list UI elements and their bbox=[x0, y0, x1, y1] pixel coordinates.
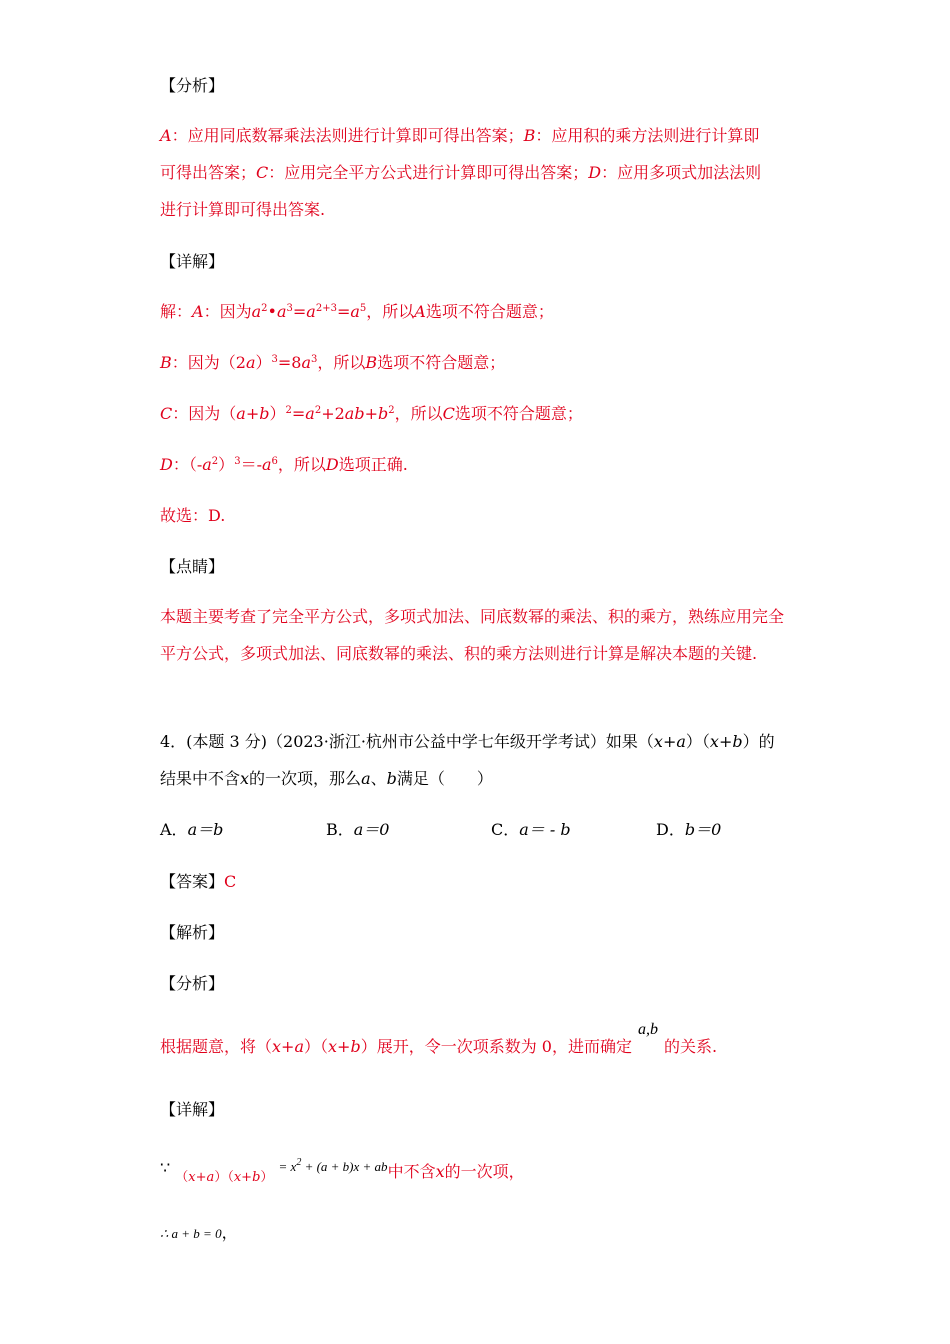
q4-answer: 【答案】C bbox=[160, 872, 237, 891]
q4-option-a[interactable]: A．a＝b bbox=[160, 820, 224, 839]
q4-analysis-heading: 【分析】 bbox=[160, 974, 225, 993]
q4-stem: 4．(本题 3 分)（2023·浙江·杭州市公益中学七年级开学考试）如果（x+a）（x+b）的 结果中不含x的一次项，那么a、b满足（ ） bbox=[160, 732, 775, 788]
q4-analysis: 根据题意，将（x+a）（x+b）展开，令一次项系数为 0，进而确定a,b的关系. bbox=[160, 1021, 718, 1056]
q4-detail-conclusion: ∴ a + b = 0 bbox=[160, 1226, 222, 1241]
q4-detail-line2: ∴ a + b = 0， bbox=[160, 1223, 238, 1242]
q3-choice: 故选：D. bbox=[160, 506, 226, 525]
q4-analysis-ab-formula: a,b bbox=[637, 1021, 658, 1038]
q4-solution-heading: 【解析】 bbox=[160, 923, 225, 942]
q3-comment: 本题主要考查了完全平方公式，多项式加法、同底数幂的乘法、积的乘方，熟练应用完全平方公式，多项式加法、同底数幂的乘法、积的乘方法则进行计算是解决本题的关键. bbox=[160, 607, 785, 663]
q4-option-d[interactable]: D．b＝0 bbox=[656, 820, 722, 839]
q3-analysis-line2: 可得出答案；C：应用完全平方公式进行计算即可得出答案；D：应用多项式加法法则 bbox=[160, 163, 762, 182]
q3-detail-line-a: 解：A：因为$a^2•a^3=a^{2+3}=a^5$，所以A选项不符合题意； bbox=[160, 302, 554, 321]
q3-detail-heading: 【详解】 bbox=[160, 252, 225, 271]
q4-detail-line1: ∵ $_{(x+a)(x+b)}$ $^{= x^2 + (a + b)x + ab}$中不含x的一次项， bbox=[160, 1157, 525, 1185]
q3-comment-heading: 【点睛】 bbox=[160, 557, 225, 576]
because-symbol: ∵ bbox=[160, 1158, 171, 1177]
q3-analysis-line1: A：应用同底数幂乘法法则进行计算即可得出答案；B：应用积的乘方法则进行计算即 bbox=[160, 126, 760, 145]
q4-option-c[interactable]: C．a＝ - b bbox=[491, 820, 571, 839]
q3-analysis-heading: 【分析】 bbox=[160, 76, 225, 95]
q4-options bbox=[160, 820, 800, 840]
q4-option-b[interactable]: B．a＝0 bbox=[326, 820, 390, 839]
q4-detail-product: （x+a）（x+b） bbox=[175, 1170, 274, 1185]
q4-detail-heading: 【详解】 bbox=[160, 1100, 225, 1119]
q3-detail-line-b: B：因为$(2a)^3=8a^3$，所以B选项不符合题意； bbox=[160, 353, 506, 372]
q3-detail-line-d: D：$(-a^2)^3=-a^6$，所以D选项正确. bbox=[160, 455, 408, 474]
q4-detail-expansion: = x2 + (a + b)x + ab bbox=[278, 1157, 388, 1174]
q3-detail-line-c: C：因为$(a+b)^2=a^2+2ab+b^2$，所以C选项不符合题意； bbox=[160, 404, 583, 423]
q3-analysis-line3: 进行计算即可得出答案. bbox=[160, 200, 326, 219]
